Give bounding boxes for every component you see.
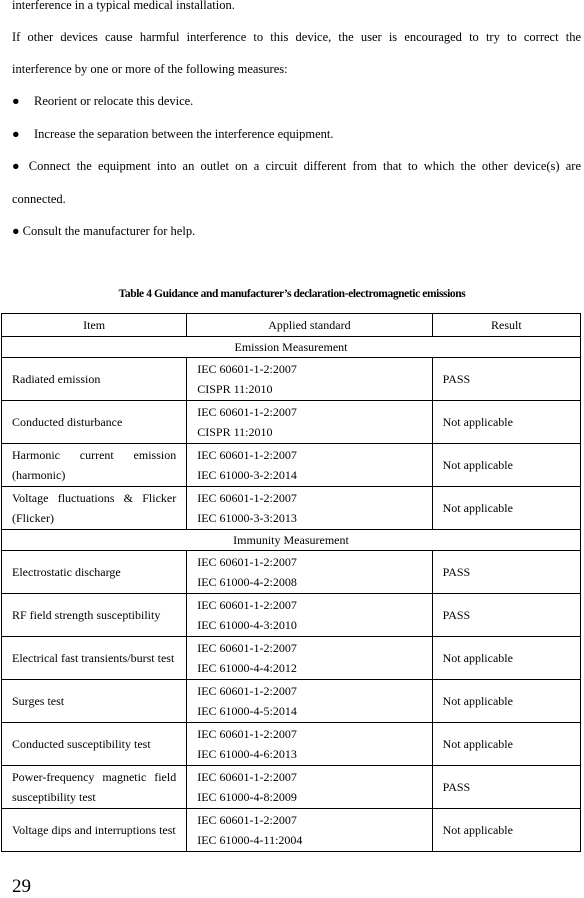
table-row [2,551,581,594]
cell-result: PASS [432,551,580,594]
table-row [2,487,581,530]
cell-standard [187,401,432,444]
cell-result: Not applicable [432,723,580,766]
table-row [2,594,581,637]
standard-line: IEC 60601-1-2:2007 [197,684,297,698]
bullet-icon: ● [12,127,20,141]
table-row [2,680,581,723]
cell-item: Voltage dips and interruptions test [2,809,187,852]
standard-line: CISPR 11:2010 [197,382,273,396]
table-header-row [2,314,581,337]
standard-line: IEC 61000-4-2:2008 [197,575,297,589]
cell-standard [187,551,432,594]
cell-result: Not applicable [432,487,580,530]
table-title: Table 4 Guidance and manufacturer’s declaration-electromagnetic emissions [118,288,466,300]
cell-result: Not applicable [432,401,580,444]
section-label: Emission Measurement [2,337,581,358]
cell-item: Conducted disturbance [2,401,187,444]
cell-standard [187,487,432,530]
standard-line: IEC 61000-3-3:2013 [197,511,297,525]
cell-standard [187,594,432,637]
standard-line: IEC 60601-1-2:2007 [197,641,297,655]
cell-item: Surges test [2,680,187,723]
cell-item: Electrostatic discharge [2,551,187,594]
standard-line: IEC 60601-1-2:2007 [197,362,297,376]
header-item: Item [2,314,187,337]
standard-line: IEC 61000-3-2:2014 [197,468,297,482]
bullet-item [12,85,581,117]
table-row [2,401,581,444]
standard-line: IEC 60601-1-2:2007 [197,598,297,612]
standard-line: IEC 60601-1-2:2007 [197,813,297,827]
cell-standard [187,766,432,809]
emissions-table [1,313,581,852]
page-number: 29 [12,876,31,897]
cell-standard [187,637,432,680]
standard-line: IEC 61000-4-6:2013 [197,747,297,761]
standard-line: IEC 61000-4-8:2009 [197,790,297,804]
bullet-icon: ● [12,94,20,108]
paragraph-line: interference in a typical medical installation. [12,0,235,12]
cell-item: Electrical fast transients/burst test [2,637,187,680]
bullet-item: ● Connect the equipment into an outlet on a circuit different from that to which the other device(s) are [12,159,581,173]
section-label: Immunity Measurement [2,530,581,551]
cell-standard [187,444,432,487]
standard-line: IEC 60601-1-2:2007 [197,448,297,462]
cell-item: Radiated emission [2,358,187,401]
standard-line: IEC 60601-1-2:2007 [197,491,297,505]
cell-result: PASS [432,594,580,637]
standard-line: CISPR 11:2010 [197,425,273,439]
cell-standard [187,358,432,401]
standard-line: IEC 61000-4-4:2012 [197,661,297,675]
standard-line: IEC 61000-4-5:2014 [197,704,297,718]
standard-line: IEC 60601-1-2:2007 [197,727,297,741]
standard-line: IEC 61000-4-11:2004 [197,833,303,847]
bullet-text: Increase the separation between the interference equipment. [34,127,334,141]
cell-result: Not applicable [432,680,580,723]
standard-line: IEC 60601-1-2:2007 [197,770,297,784]
bullet-item: ● Consult the manufacturer for help. [12,224,196,238]
cell-standard [187,809,432,852]
table-row [2,358,581,401]
paragraph-line: interference by one or more of the following measures: [12,62,288,76]
cell-result: Not applicable [432,809,580,852]
cell-standard [187,723,432,766]
cell-item: Harmonic current emission (harmonic) [2,444,187,487]
cell-item: Voltage fluctuations & Flicker (Flicker) [2,487,187,530]
cell-result: Not applicable [432,637,580,680]
paragraph-line: connected. [12,192,66,206]
table-row [2,637,581,680]
standard-line: IEC 61000-4-3:2010 [197,618,297,632]
table-row [2,809,581,852]
bullet-text: Reorient or relocate this device. [34,94,194,108]
standard-line: IEC 60601-1-2:2007 [197,405,297,419]
bullet-item [12,118,581,150]
header-result: Result [432,314,580,337]
cell-result: PASS [432,358,580,401]
cell-item: Conducted susceptibility test [2,723,187,766]
table-row [2,444,581,487]
paragraph-line: If other devices cause harmful interference to this device, the user is encouraged to try to correct the [12,30,581,44]
cell-result: Not applicable [432,444,580,487]
cell-standard [187,680,432,723]
section-row [2,337,581,358]
table-row [2,766,581,809]
cell-item: RF field strength susceptibility [2,594,187,637]
cell-result: PASS [432,766,580,809]
table-row [2,723,581,766]
cell-item: Power-frequency magnetic field susceptibility test [2,766,187,809]
header-standard: Applied standard [187,314,432,337]
section-row [2,530,581,551]
standard-line: IEC 60601-1-2:2007 [197,555,297,569]
